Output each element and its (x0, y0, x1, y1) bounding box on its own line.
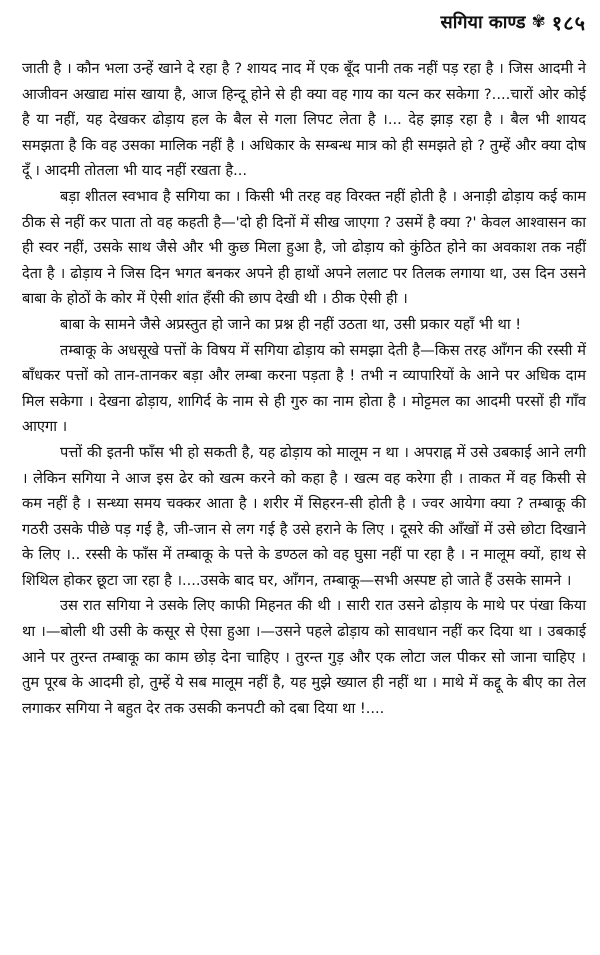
flower-ornament-icon: ✾ (531, 12, 546, 32)
paragraph-5: पत्तों की इतनी फाँस भी हो सकती है, यह ढोड़ाय को मालूम न था । अपराह्न में उसे उबकाई आने लगी । लेकिन सगिया ने आज इस ढेर को खत्म करने को कहा है । खत्म वह करेगा ही । ताकत में वह किसी से कम नहीं है । सन्ध्या समय चक्कर आता है । शरीर में सिहरन-सी होती है । ज्वर आयेगा क्या ? तम्बाकू की गठरी उसके पीछे पड़ गई है, जी-जान से लग गई है उसे हराने के लिए । दूसरे की आँखों में उसे छोटा दिखाने के लिए ।.. रस्सी के फाँस में तम्बाकू के पत्ते के डण्ठल को वह घुसा नहीं पा रहा है । न मालूम क्यों, हाथ से शिथिल होकर छूटा जा रहा है ।....उसके बाद घर, आँगन, तम्बाकू—सभी अस्पष्ट हो जाते हैं उसके सामने । (22, 443, 586, 589)
running-header (22, 8, 586, 36)
paragraph-6: उस रात सगिया ने उसके लिए काफी मिहनत की थी । सारी रात उसने ढोड़ाय के माथे पर पंखा किया था ।—बोली थी उसी के कसूर से ऐसा हुआ ।—उसने पहले ढोड़ाय को सावधान नहीं कर दिया था । उबकाई आने पर तुरन्त तम्बाकू का काम छोड़ देना चाहिए । तुरन्त गुड़ और एक लोटा जल पीकर सो जाना चाहिए । तुम पूरब के आदमी हो, तुम्हें ये सब मालूम नहीं है, यह मुझे ख्याल ही नहीं था । माथे में कद्दू के बीए का तेल लगाकर सगिया ने बहुत देर तक उसकी कनपटी को दबा दिया था !.... (22, 597, 586, 717)
paragraph-4: तम्बाकू के अधसूखे पत्तों के विषय में सगिया ढोड़ाय को समझा देती है—किस तरह आँगन की रस्सी में बाँधकर पत्तों को तान-तानकर बड़ा और लम्बा करना पड़ता है ! तभी न व्यापारियों के आने पर अधिक दाम मिल सकेगा । देखना ढोड़ाय, शागिर्द के नाम से ही गुरु का नाम होता है । मोट्टमल का आदमी परसों ही गाँव आएगा । (22, 341, 586, 436)
paragraph-2: बड़ा शीतल स्वभाव है सगिया का । किसी भी तरह वह विरक्त नहीं होती है । अनाड़ी ढोड़ाय कई काम ठीक से नहीं कर पाता तो वह कहती है—'दो ही दिनों में सीख जाएगा ? उसमें है क्या ?' केवल आश्वासन का ही स्वर नहीं, उसके साथ जैसे और भी कुछ मिला हुआ है, जो ढोड़ाय को कुंठित होने का अवकाश तक नहीं देता है । ढोड़ाय ने जिस दिन भगत बनकर अपने ही हाथों अपने ललाट पर तिलक लगाया था, उस दिन उसने बाबा के होठों के कोर में ऐसी शांत हँसी की छाप देखी थी । ठीक ऐसी ही । (22, 187, 586, 308)
paragraph-1: जाती है । कौन भला उन्हें खाने दे रहा है ? शायद नाद में एक बूँद पानी तक नहीं पड़ रहा है । जिस आदमी ने आजीवन अखाद्य मांस खाया है, आज हिन्दू होने से ही क्या वह गाय का यत्न कर सकेगा ?....चारों ओर कोई है या नहीं, यह देखकर ढोड़ाय हल के बैल से गला लिपट लेता है ।... देह झाड़ रहा है । बैल भी शायद समझता है कि वह उसका मालिक नहीं है । अधिकार के सम्बन्ध मात्र को ही समझते हो ? तुम्हें और क्या दोष दूँ । आदमी तोतला भी याद नहीं रखता है... (22, 60, 586, 180)
book-page (22, 8, 586, 952)
paragraph-3: बाबा के सामने जैसे अप्रस्तुत हो जाने का प्रश्न ही नहीं उठता था, उसी प्रकार यहाँ भी था ! (60, 315, 522, 333)
chapter-title: सगिया काण्ड (440, 12, 526, 33)
page-number: १८५ (551, 10, 586, 35)
